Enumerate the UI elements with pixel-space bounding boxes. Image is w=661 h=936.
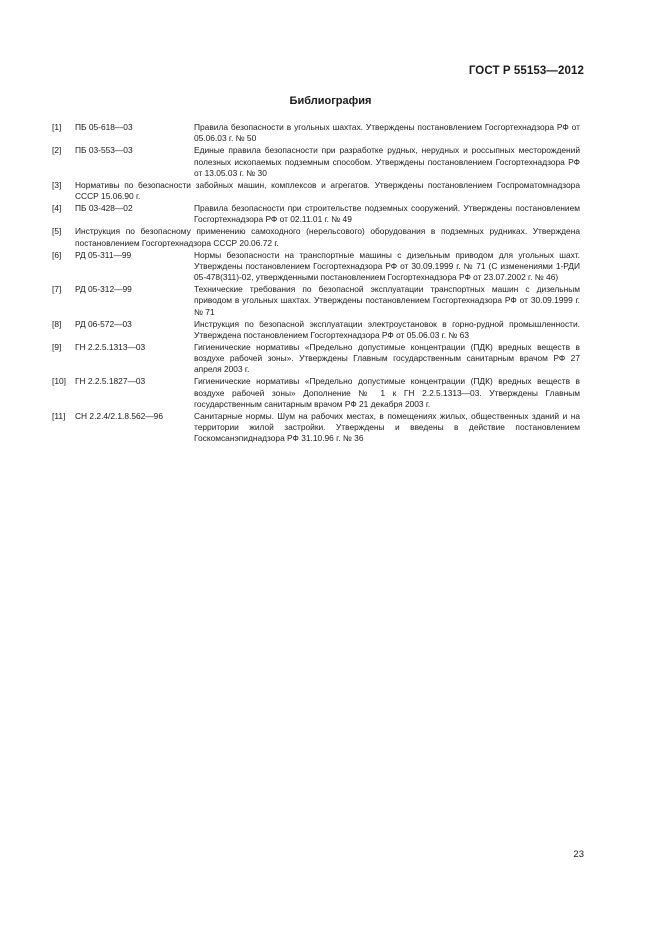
page-title: Библиография	[289, 95, 372, 107]
entry-number: [8]	[52, 318, 62, 329]
entry-number: [1]	[52, 122, 62, 132]
bibliography-entry	[52, 203, 580, 226]
bibliography-entry	[52, 122, 580, 145]
entry-text: Гигиенические нормативы «Предельно допустимые концентрации (ПДК) вредных веществ в воздухе рабочей зоны» Дополнение № 1 к ГН 2.2.5.1313—03. Утверждены Главным государственным санитарным врачом РФ 21 декабря 2003 г.	[194, 376, 580, 409]
bibliography-entry	[52, 250, 580, 284]
entry-number: [9]	[52, 341, 62, 352]
bibliography-entry	[52, 180, 580, 203]
bibliography-entry	[52, 284, 580, 318]
entry-text: Единые правила безопасности при разработке рудных, нерудных и россыпных месторождений полезных ископаемых подземным способом. Утверждены постановлением Госгортехнадзора РФ от 13.05.03 г. № 30	[194, 145, 580, 178]
entry-number: [6]	[52, 249, 62, 260]
entry-code: ГН 2.2.5.1313—03	[75, 341, 146, 352]
entry-number: [11]	[52, 410, 66, 421]
bibliography-list	[52, 122, 580, 445]
bibliography-entry	[52, 226, 580, 249]
entry-code: РД 05-312—99	[75, 284, 132, 294]
entry-text: Инструкция по безопасной эксплуатации электроустановок в горно-рудной промышленности. Утверждена постановлением Госгортехнадзора РФ от 05.06.03 г. № 63	[194, 318, 580, 340]
entry-code: ГН 2.2.5.1827—03	[75, 376, 146, 387]
entry-number: [10]	[52, 376, 66, 387]
bibliography-entry	[52, 376, 580, 410]
entry-text: Правила безопасности при строительстве подземных сооружений. Утверждены постановлением Госгортехнадзора РФ от 02.11.01 г. № 49	[194, 203, 580, 225]
bibliography-entry	[52, 342, 580, 376]
document-code: ГОСТ Р 55153—2012	[468, 65, 584, 77]
bibliography-entry	[52, 319, 580, 342]
entry-text: Санитарные нормы. Шум на рабочих местах, в помещениях жилых, общественных зданий и на территории жилой застройки. Утверждены и введены в действие постановлением Госкомсанэпиднадзора РФ 31.10.96 г. № 36	[194, 410, 580, 444]
entry-number: [2]	[52, 145, 62, 156]
entry-code: СН 2.2.4/2.1.8.562—96	[75, 410, 163, 421]
entry-text: Нормативы по безопасности забойных машин, комплексов и агрегатов. Утверждены постановлением Госпроматомнадзора СССР 15.06.90 г.	[75, 179, 580, 201]
entry-code: РД 06-572—03	[75, 318, 132, 329]
entry-text: Инструкция по безопасному применению самоходного (нерельсового) оборудования в подземных рудниках. Утверждена постановлением Госгортехнадзора СССР 20.06.72 г.	[75, 226, 580, 248]
entry-text: Нормы безопасности на транспортные машины с дизельным приводом для угольных шахт. Утверждены постановлением Госгортехнадзора РФ от 30.09.1999 г. № 71 (С изменениями 1-РДИ 05-478(311)-02, утвержденными постановлением Госгортехнадзора РФ от 23.07.2002 г. № 46)	[194, 249, 580, 282]
entry-code: ПБ 05-618—03	[75, 122, 133, 132]
entry-number: [5]	[52, 226, 62, 237]
entry-number: [3]	[52, 179, 62, 190]
page-number: 23	[573, 849, 584, 860]
entry-text: Технические требования по безопасной эксплуатации транспортных машин с дизельным приводом в угольных шахтах. Утверждены постановлением Госгортехнадзора РФ от 30.09.1999 г. № 71	[194, 284, 580, 317]
entry-text: Гигиенические нормативы «Предельно допустимые концентрации (ПДК) вредных веществ в воздухе рабочей зоны». Утверждены Главным государственным санитарным врачом РФ 27 апреля 2003 г.	[194, 341, 580, 375]
entry-code: ПБ 03-553—03	[75, 145, 133, 156]
entry-number: [4]	[52, 203, 62, 213]
entry-number: [7]	[52, 284, 62, 294]
entry-text: Правила безопасности в угольных шахтах. Утверждены постановлением Госгортехнадзора РФ от 05.06.03 г. № 50	[194, 122, 580, 144]
bibliography-entry	[52, 411, 580, 445]
entry-code: ПБ 03-428—02	[75, 203, 133, 213]
entry-code: РД 05-311—99	[75, 249, 132, 260]
bibliography-entry	[52, 145, 580, 179]
